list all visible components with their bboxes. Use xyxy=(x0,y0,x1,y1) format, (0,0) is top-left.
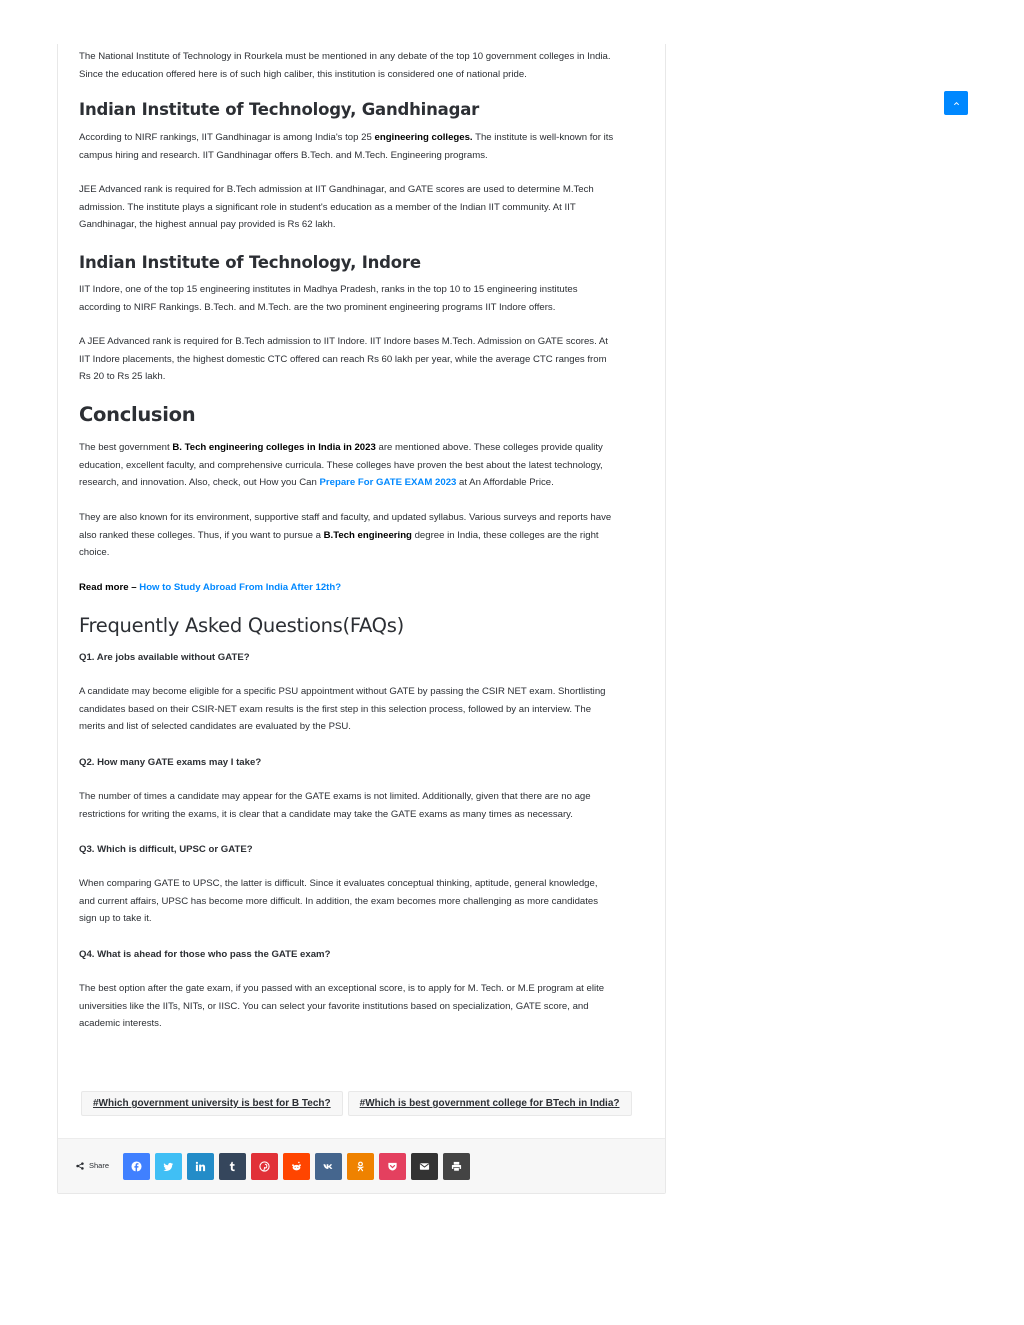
text-span: and current affairs, UPSC has become more difficult. In addition, the exam becomes more challenging as more candidates xyxy=(79,895,599,907)
share-label-text: Share xyxy=(89,1161,110,1170)
heading-faqs: Frequently Asked Questions(FAQs) xyxy=(79,614,404,637)
text-span: IIT Indore placements, the highest domestic CTC offered can reach Rs 60 lakh per year, while the average CTC ranges from xyxy=(79,353,607,365)
gandhinagar-paragraph-1 xyxy=(79,129,649,164)
intro-paragraph xyxy=(79,48,649,83)
text-span: sign up to take it. xyxy=(79,913,152,924)
text-span: campus hiring and research. IIT Gandhinagar offers B.Tech. and M.Tech. Engineering programs. xyxy=(79,149,488,161)
conclusion-paragraph-2 xyxy=(79,509,649,562)
post-tags xyxy=(81,1091,632,1116)
email-icon xyxy=(419,1161,430,1172)
text-span: The number of times a candidate may appear for the GATE exams is not limited. Additionally, given that there are no age xyxy=(79,791,591,802)
text-span: admission. The institute plays a significant role in student's education as a member of the Indian IIT community. At IIT xyxy=(79,201,576,213)
odnoklassniki-share-button[interactable] xyxy=(347,1153,374,1180)
share-label xyxy=(76,1161,109,1170)
pinterest-share-button[interactable] xyxy=(251,1153,278,1180)
vk-share-button[interactable] xyxy=(315,1153,342,1180)
text-span: are mentioned above. These colleges provide quality xyxy=(375,442,603,453)
pinterest-icon xyxy=(259,1161,270,1172)
text-span: degree in India, these colleges are the right xyxy=(411,529,599,541)
faq-answer-3 xyxy=(79,875,649,928)
bold-text: B.Tech engineering xyxy=(323,529,412,541)
facebook-share-button[interactable] xyxy=(123,1153,150,1180)
heading-iit-indore: Indian Institute of Technology, Indore xyxy=(79,253,421,272)
text-span: merits and list of selected candidates are evaluated by the PSU. xyxy=(79,721,351,732)
odnoklassniki-icon xyxy=(355,1161,366,1172)
heading-iit-gandhinagar: Indian Institute of Technology, Gandhinagar xyxy=(79,100,480,119)
text-span: Gandhinagar, the highest annual pay provided is Rs 62 lakh. xyxy=(79,219,336,230)
chevron-up-icon xyxy=(953,100,960,107)
indore-paragraph-2 xyxy=(79,333,649,386)
twitter-icon xyxy=(163,1161,174,1172)
faq-answer-1 xyxy=(79,683,649,736)
tumblr-share-button[interactable] xyxy=(219,1153,246,1180)
faq-question-1: Q1. Are jobs available without GATE? xyxy=(79,652,250,663)
text-span: The best government xyxy=(79,442,173,453)
conclusion-paragraph-1 xyxy=(79,439,649,492)
share-icon xyxy=(76,1162,84,1170)
vk-icon xyxy=(323,1161,334,1172)
gandhinagar-paragraph-2 xyxy=(79,181,649,234)
print-share-button[interactable] xyxy=(443,1153,470,1180)
email-share-button[interactable] xyxy=(411,1153,438,1180)
bold-text: B. Tech engineering colleges in India in 2023 xyxy=(172,442,376,453)
tag-link[interactable]: #Which is best government college for BTech in India? xyxy=(348,1091,632,1116)
text-span: according to NIRF Rankings. B.Tech. and M.Tech. are the two prominent engineering programs IIT Indore offers. xyxy=(79,301,556,313)
share-bar xyxy=(58,1138,665,1193)
reddit-icon xyxy=(291,1161,302,1172)
text-span: also ranked these colleges. Thus, if you want to pursue a xyxy=(79,529,324,541)
text-span: JEE Advanced rank is required for B.Tech admission at IIT Gandhinagar, and GATE scores are used to determine M.Tech xyxy=(79,184,594,195)
article-card xyxy=(57,44,666,1194)
text-span: A JEE Advanced rank is required for B.Tech admission to IIT Indore. IIT Indore bases M.Tech. Admission on GATE scores. At xyxy=(79,336,608,347)
text-span: research, and innovation. Also, check, out How you Can xyxy=(79,477,320,488)
intro-line-1: The National Institute of Technology in Rourkela must be mentioned in any debate of the top 10 government colleges in India. xyxy=(79,51,611,62)
text-span: Rs 20 to Rs 25 lakh. xyxy=(79,371,166,382)
text-span: universities like the IITs, NITs, or IISC. You can select your favorite institutions based on specialization, GATE score, and xyxy=(79,1000,589,1012)
read-more-label: Read more – xyxy=(79,582,140,593)
indore-paragraph-1 xyxy=(79,281,649,316)
study-abroad-link[interactable]: How to Study Abroad From India After 12th? xyxy=(139,582,342,593)
facebook-icon xyxy=(131,1161,142,1172)
text-span: restrictions for writing the exams, it is clear that a candidate may take the GATE exams as many times as necessary. xyxy=(79,808,573,820)
text-span: A candidate may become eligible for a specific PSU appointment without GATE by passing the CSIR NET exam. Shortlisting xyxy=(79,686,606,697)
text-span: at An Affordable Price. xyxy=(456,477,554,488)
back-to-top-button[interactable] xyxy=(944,91,968,115)
faq-question-3: Q3. Which is difficult, UPSC or GATE? xyxy=(79,844,253,855)
pocket-share-button[interactable] xyxy=(379,1153,406,1180)
text-span: The institute is well-known for its xyxy=(472,132,614,143)
text-span: choice. xyxy=(79,547,110,558)
faq-question-2: Q2. How many GATE exams may I take? xyxy=(79,757,262,768)
intro-line-2: Since the education offered here is of such high caliber, this institution is considered one of national pride. xyxy=(79,68,527,80)
text-span: education, excellent faculty, and comprehensive curricula. These colleges have proven the best about the latest technology, xyxy=(79,459,603,471)
read-more-line xyxy=(79,579,649,597)
tumblr-icon xyxy=(227,1161,238,1172)
print-icon xyxy=(451,1161,462,1172)
gate-exam-link[interactable]: Prepare For GATE EXAM 2023 xyxy=(319,477,457,488)
text-span: candidates based on their CSIR-NET exam results is the first step in this selection process, followed by an interview. The xyxy=(79,703,592,715)
text-span: academic interests. xyxy=(79,1018,162,1029)
text-span: IIT Indore, one of the top 15 engineering institutes in Madhya Pradesh, ranks in the top 10 to 15 engineering institutes xyxy=(79,284,578,295)
bold-text: engineering colleges. xyxy=(374,132,473,143)
linkedin-share-button[interactable] xyxy=(187,1153,214,1180)
faq-answer-4 xyxy=(79,980,649,1033)
text-span: They are also known for its environment, supportive staff and faculty, and updated syllabus. Various surveys and reports have xyxy=(79,512,612,523)
share-buttons xyxy=(123,1153,470,1180)
twitter-share-button[interactable] xyxy=(155,1153,182,1180)
text-span: The best option after the gate exam, if you passed with an exceptional score, is to apply for M. Tech. or M.E program at elite xyxy=(79,983,605,994)
linkedin-icon xyxy=(195,1161,206,1172)
text-span: According to NIRF rankings, IIT Gandhinagar is among India's top 25 xyxy=(79,132,375,143)
tag-link[interactable]: #Which government university is best for B Tech? xyxy=(81,1091,343,1116)
heading-conclusion: Conclusion xyxy=(79,403,196,426)
faq-question-4: Q4. What is ahead for those who pass the GATE exam? xyxy=(79,949,331,960)
faq-answer-2 xyxy=(79,788,649,823)
text-span: When comparing GATE to UPSC, the latter is difficult. Since it evaluates conceptual thinking, aptitude, general knowledge, xyxy=(79,878,598,889)
reddit-share-button[interactable] xyxy=(283,1153,310,1180)
pocket-icon xyxy=(387,1161,398,1172)
